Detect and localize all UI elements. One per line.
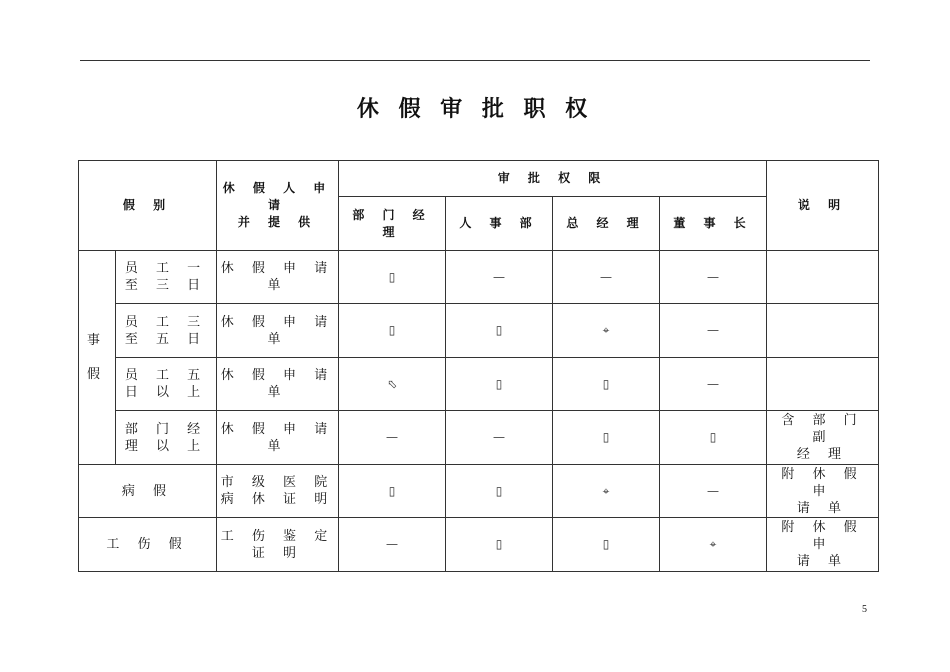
leave-type-cell: 工 伤 假 — [79, 518, 217, 572]
personal-leave-label: 事 假 — [79, 251, 116, 465]
leave-type-cell: 员 工 一 至 三 日 — [116, 251, 217, 304]
leave-type-cell: 部 门 经 理 以 上 — [116, 411, 217, 465]
note-cell — [767, 304, 879, 358]
dept-manager-mark: ▯ — [339, 251, 446, 304]
hr-mark: ▯ — [446, 518, 553, 572]
required-document-cell: 休 假 申 请 单 — [217, 304, 339, 358]
hr-mark: ▯ — [446, 358, 553, 411]
table-row — [79, 358, 879, 411]
gm-mark: ▯ — [553, 518, 660, 572]
required-document-cell: 休 假 申 请 单 — [217, 358, 339, 411]
header-general-manager: 总 经 理 — [553, 197, 660, 251]
required-document-cell: 休 假 申 请 单 — [217, 251, 339, 304]
table-row — [79, 251, 879, 304]
dept-manager-mark: ▯ — [339, 465, 446, 518]
header-applicant-provides: 休 假 人 申 请 并 提 供 — [217, 161, 339, 251]
leave-type-cell: 员 工 五 日 以 上 — [116, 358, 217, 411]
chairman-mark: — — [660, 304, 767, 358]
note-cell — [767, 251, 879, 304]
page-title: 休 假 审 批 职 权 — [356, 97, 594, 122]
dept-manager-mark: — — [339, 411, 446, 465]
table-row — [79, 411, 879, 465]
leave-type-cell: 员 工 三 至 五 日 — [116, 304, 217, 358]
gm-mark: ▯ — [553, 411, 660, 465]
gm-mark: — — [553, 251, 660, 304]
page-number: 5 — [862, 604, 867, 615]
required-document-cell: 休 假 申 请 单 — [217, 411, 339, 465]
gm-mark: ▯ — [553, 358, 660, 411]
gm-mark: ⌖ — [553, 304, 660, 358]
table-row — [79, 465, 879, 518]
dept-manager-mark: ⬁ — [339, 358, 446, 411]
leave-type-cell: 病 假 — [79, 465, 217, 518]
table-row — [79, 304, 879, 358]
header-chairman: 董 事 长 — [660, 197, 767, 251]
chairman-mark: ⌖ — [660, 518, 767, 572]
required-document-cell: 市 级 医 院 病 休 证 明 — [217, 465, 339, 518]
note-cell — [767, 358, 879, 411]
header-notes: 说 明 — [767, 161, 879, 251]
leave-approval-table — [78, 160, 879, 572]
header-approval-authority: 审 批 权 限 — [339, 161, 767, 197]
gm-mark: ⌖ — [553, 465, 660, 518]
chairman-mark: — — [660, 358, 767, 411]
note-cell: 含 部 门 副 经 理 — [767, 411, 879, 465]
chairman-mark: — — [660, 465, 767, 518]
note-cell: 附 休 假 申 请 单 — [767, 465, 879, 518]
hr-mark: ▯ — [446, 465, 553, 518]
hr-mark: — — [446, 411, 553, 465]
header-hr: 人 事 部 — [446, 197, 553, 251]
chairman-mark: — — [660, 251, 767, 304]
dept-manager-mark: — — [339, 518, 446, 572]
required-document-cell: 工 伤 鉴 定 证 明 — [217, 518, 339, 572]
header-dept-manager: 部 门 经 理 — [339, 197, 446, 251]
header-leave-type: 假 别 — [79, 161, 217, 251]
chairman-mark: ▯ — [660, 411, 767, 465]
top-rule — [80, 60, 870, 61]
hr-mark: — — [446, 251, 553, 304]
note-cell: 附 休 假 申 请 单 — [767, 518, 879, 572]
dept-manager-mark: ▯ — [339, 304, 446, 358]
hr-mark: ▯ — [446, 304, 553, 358]
table-row — [79, 518, 879, 572]
